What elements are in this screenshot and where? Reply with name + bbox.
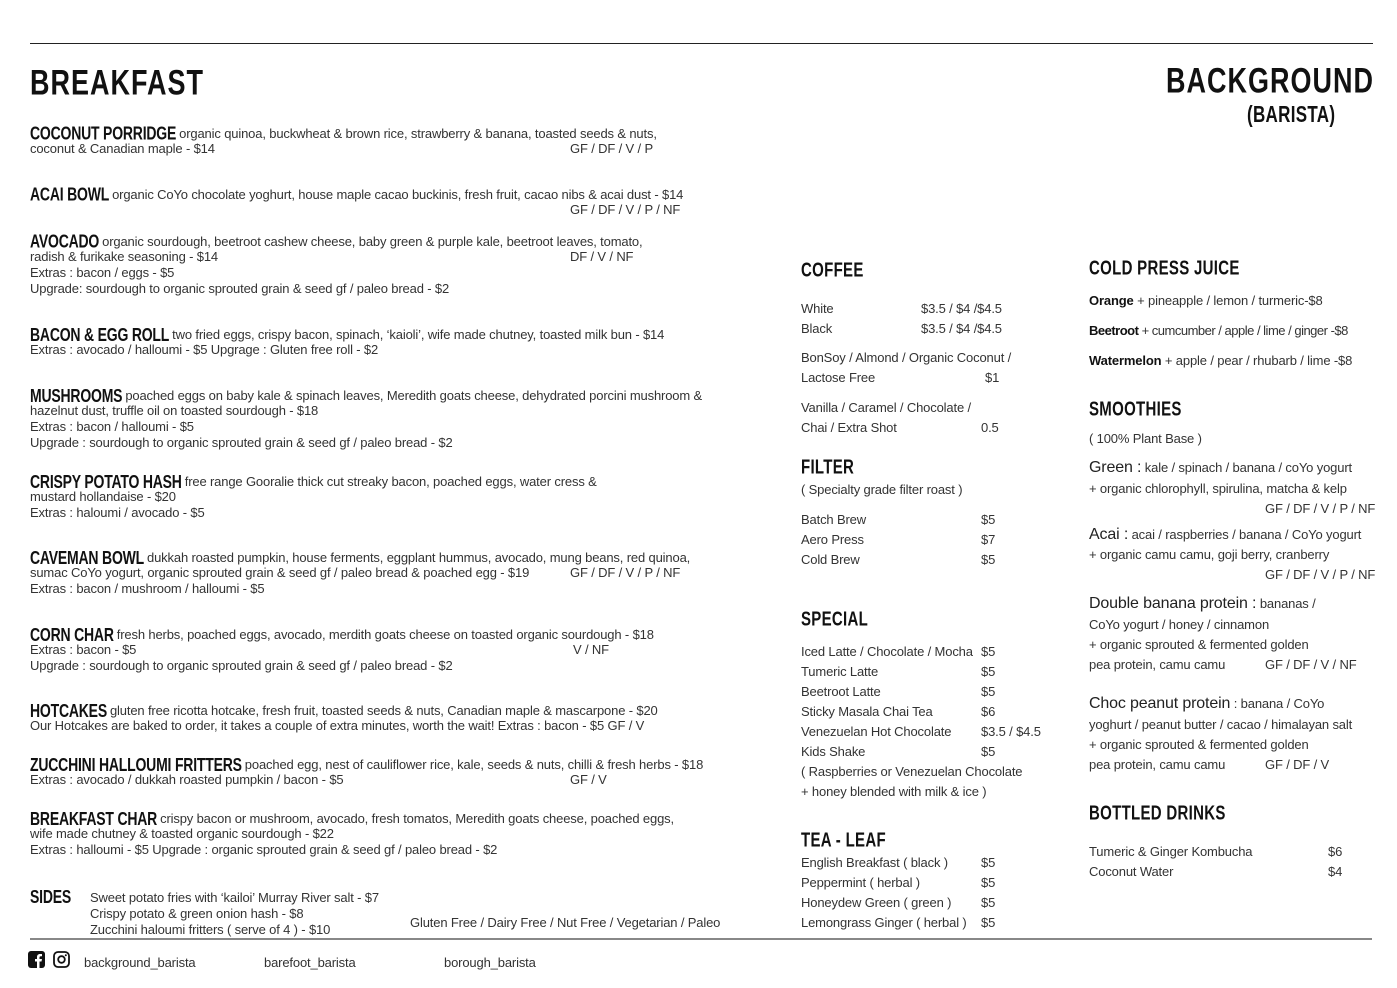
smoothie-tags: GF / DF / V / P / NF: [1265, 567, 1376, 582]
menu-item-line: Extras : haloumi / avocado - $5: [30, 505, 205, 520]
item-name: Honeydew Green ( green ): [801, 895, 952, 910]
menu-item-line: Our Hotcakes are baked to order, it takes a couple of extra minutes, worth the wait! Extras : bacon - $5 GF / V: [30, 718, 645, 733]
milk-option: BonSoy / Almond / Organic Coconut /: [801, 350, 1012, 365]
special-item: [801, 722, 1041, 742]
smoothies-sub: ( 100% Plant Base ): [1089, 431, 1202, 446]
item-price: $6: [981, 704, 996, 719]
side-item: Crispy potato & green onion hash - $8: [90, 906, 304, 921]
tea-item: [801, 913, 996, 933]
menu-item-desc: organic quinoa, buckwheat & brown rice, strawberry & banana, toasted seeds & nuts,: [179, 126, 657, 141]
menu-item-desc: poached egg, nest of cauliflower rice, kale, seeds & nuts, chilli & fresh herbs - $18: [244, 757, 704, 772]
menu-item: [30, 183, 684, 217]
syrup-option: Chai / Extra Shot 0.5: [801, 420, 999, 435]
smoothie-item: Choc peanut protein : banana / CoYo: [1089, 695, 1325, 712]
juice-heading: COLD PRESS JUICE: [1089, 257, 1240, 280]
smoothie-line: + organic chlorophyll, spirulina, matcha & kelp: [1089, 481, 1347, 496]
filter-item: [801, 550, 996, 570]
menu-item: [30, 323, 665, 358]
smoothie-item: Double banana protein : bananas /: [1089, 595, 1316, 612]
tea-item: [801, 873, 996, 893]
menu-item: [30, 807, 674, 858]
item-price: $5: [981, 644, 996, 659]
item-price: $3.5 / $4.5: [981, 724, 1041, 739]
brand-sub: (BARISTA): [1247, 101, 1336, 128]
milk-option: Lactose Free $1: [801, 370, 1000, 385]
smoothie-line: + organic sprouted & fermented golden: [1089, 737, 1309, 752]
smoothie-tags: GF / DF / V / P / NF: [1265, 501, 1376, 516]
smoothie-item: Acai : acai / raspberries / banana / CoYo yogurt: [1089, 526, 1362, 543]
sides-section: SIDES Sweet potato fries with ‘kailoi’ Murray River salt - $7 Crispy potato & green onion hash - $8 Zucchini haloumi fritters ( serve of 4 ) - $10: [30, 885, 379, 937]
item-price: $5: [981, 512, 996, 527]
menu-item-desc: poached eggs on baby kale & spinach leaves, Meredith goats cheese, dehydrated porcini mushroom &: [125, 388, 703, 403]
menu-item-name: MUSHROOMS: [30, 384, 123, 406]
menu-item-line: Extras : avocado / halloumi - $5 Upgrage : Gluten free roll - $2: [30, 342, 379, 357]
brand-name: BACKGROUND: [1166, 61, 1374, 101]
special-note: ( Raspberries or Venezuelan Chocolate: [801, 764, 1023, 779]
menu-item-line: Extras : bacon - $5: [30, 642, 137, 657]
smoothie-line: + organic sprouted & fermented golden: [1089, 637, 1309, 652]
item-price: $5: [981, 684, 996, 699]
special-item: [801, 642, 996, 662]
menu-item-line: mustard hollandaise - $20: [30, 489, 176, 504]
tea-item: [801, 853, 996, 873]
item-price: $7: [981, 532, 996, 547]
item-name: Kids Shake: [801, 744, 866, 759]
dietary-tags: GF / DF / V / P / NF: [570, 565, 681, 580]
menu-item: [30, 470, 597, 521]
item-name: Tumeric Latte: [801, 664, 879, 679]
dietary-legend: Gluten Free / Dairy Free / Nut Free / Vegetarian / Paleo: [410, 915, 721, 930]
smoothie-line: pea protein, camu camu GF / DF / V: [1089, 757, 1330, 772]
item-price: $5: [981, 552, 996, 567]
item-price: $5: [981, 915, 996, 930]
menu-item-name: CRISPY POTATO HASH: [30, 470, 182, 492]
menu-item-line: Extras : bacon / mushroom / halloumi - $5: [30, 581, 265, 596]
menu-item: [30, 546, 691, 597]
menu-item-line: Upgrade: sourdough to organic sprouted grain & seed gf / paleo bread - $2: [30, 281, 450, 296]
item-name: Beetroot Latte: [801, 684, 881, 699]
smoothie-line: yoghurt / peanut butter / cacao / himalayan salt: [1089, 717, 1353, 732]
page-title: BREAKFAST: [30, 63, 205, 103]
instagram-icon[interactable]: [53, 951, 70, 968]
smoothies-heading: SMOOTHIES: [1089, 398, 1182, 421]
juice-item: Orange + pineapple / lemon / turmeric-$8: [1089, 293, 1323, 308]
menu-item-line: Extras : avocado / dukkah roasted pumpkin / bacon - $5: [30, 772, 344, 787]
menu-item-line: Extras : bacon / eggs - $5: [30, 265, 175, 280]
menu-item: [30, 384, 703, 451]
smoothie-item: Green : kale / spinach / banana / coYo yogurt: [1089, 459, 1352, 476]
item-name: Sticky Masala Chai Tea: [801, 704, 933, 719]
item-name: Iced Latte / Chocolate / Mocha: [801, 644, 973, 659]
menu-item-name: CORN CHAR: [30, 623, 114, 645]
tea-item: [801, 893, 996, 913]
menu-item-name: AVOCADO: [30, 230, 100, 252]
menu-item-desc: gluten free ricotta hotcake, fresh fruit, toasted seeds & nuts, Canadian maple & mascarpone - $20: [109, 703, 658, 718]
smoothie-line: CoYo yogurt / honey / cinnamon: [1089, 617, 1270, 632]
bottom-rule: [30, 938, 1372, 940]
menu-item-desc: organic sourdough, beetroot cashew cheese, baby green & purple kale, beetroot leaves, tomato,: [102, 234, 643, 249]
menu-item-name: BREAKFAST CHAR: [30, 807, 158, 829]
side-item: Sweet potato fries with ‘kailoi’ Murray River salt - $7: [90, 890, 379, 905]
menu-item-name: HOTCAKES: [30, 699, 107, 721]
dietary-tags: DF / V / NF: [570, 249, 634, 264]
item-name: Venezuelan Hot Chocolate: [801, 724, 952, 739]
bottled-item: Coconut Water $4: [1089, 864, 1343, 879]
menu-item-line: Extras : halloumi - $5 Upgrade : organic sprouted grain & seed gf / paleo bread - $2: [30, 842, 498, 857]
item-name: Cold Brew: [801, 552, 860, 567]
tea-heading: TEA - LEAF: [801, 829, 886, 852]
dietary-tags: V / NF: [573, 642, 609, 657]
filter-heading: FILTER: [801, 456, 855, 479]
item-name: English Breakfast ( black ): [801, 855, 948, 870]
menu-item-line: sumac CoYo yogurt, organic sprouted grain & seed gf / paleo bread & poached egg - $19: [30, 565, 530, 580]
menu-item: [30, 230, 643, 297]
special-note: + honey blended with milk & ice ): [801, 784, 987, 799]
special-item: [801, 702, 996, 722]
smoothie-line: + organic camu camu, goji berry, cranberry: [1089, 547, 1330, 562]
social-handle[interactable]: background_barista: [84, 955, 196, 970]
coffee-item: Black $3.5 / $4 /$4.5: [801, 321, 1002, 336]
menu-item-name: CAVEMAN BOWL: [30, 546, 144, 568]
menu-item-line: coconut & Canadian maple - $14: [30, 141, 215, 156]
bottled-heading: BOTTLED DRINKS: [1089, 802, 1226, 825]
item-price: $5: [981, 744, 996, 759]
filter-item: [801, 510, 996, 530]
special-item: [801, 662, 996, 682]
menu-item-line: Extras : bacon / halloumi - $5: [30, 419, 194, 434]
filter-sub: ( Specialty grade filter roast ): [801, 482, 963, 497]
menu-item: [30, 699, 658, 734]
menu-item-name: ACAI BOWL: [30, 183, 110, 205]
item-name: Lemongrass Ginger ( herbal ): [801, 915, 967, 930]
menu-item: [30, 623, 654, 674]
item-name: Batch Brew: [801, 512, 866, 527]
menu-item-desc: crispy bacon or mushroom, avocado, fresh tomatos, Meredith goats cheese, poached eggs,: [160, 811, 674, 826]
social-handle[interactable]: barefoot_barista: [264, 955, 356, 970]
bottled-item: Tumeric & Ginger Kombucha $6: [1089, 844, 1343, 859]
filter-item: [801, 530, 996, 550]
menu-item-name: ZUCCHINI HALLOUMI FRITTERS: [30, 753, 242, 775]
menu-item-name: BACON & EGG ROLL: [30, 323, 170, 345]
dietary-tags: GF / DF / V / P / NF: [570, 202, 681, 217]
item-price: $5: [981, 875, 996, 890]
menu-item: [30, 753, 704, 788]
menu-item-name: COCONUT PORRIDGE: [30, 122, 177, 144]
social-handle[interactable]: borough_barista: [444, 955, 536, 970]
item-name: Aero Press: [801, 532, 864, 547]
syrup-option: Vanilla / Caramel / Chocolate /: [801, 400, 971, 415]
menu-item-line: Upgrade : sourdough to organic sprouted grain & seed gf / paleo bread - $2: [30, 435, 453, 450]
top-rule: [30, 43, 1373, 44]
menu-item-desc: dukkah roasted pumpkin, house ferments, eggplant hummus, avocado, mung beans, red quinoa,: [147, 550, 691, 565]
item-price: $5: [981, 664, 996, 679]
item-price: $5: [981, 855, 996, 870]
special-item: [801, 742, 996, 762]
menu-item-desc: organic CoYo chocolate yoghurt, house maple cacao buckinis, fresh fruit, cacao nibs & acai dust - $14: [112, 187, 684, 202]
menu-item-line: radish & furikake seasoning - $14: [30, 249, 218, 264]
item-price: $5: [981, 895, 996, 910]
menu-item: [30, 122, 657, 157]
coffee-item: White $3.5 / $4 /$4.5: [801, 301, 1002, 316]
juice-item: Beetroot + cumcumber / apple / lime / ginger -$8: [1089, 323, 1348, 338]
menu-item-desc: fresh herbs, poached eggs, avocado, merdith goats cheese on toasted organic sourdough - $18: [116, 627, 654, 642]
menu-item-line: hazelnut dust, truffle oil on toasted sourdough - $18: [30, 403, 319, 418]
dietary-tags: GF / V: [570, 772, 607, 787]
menu-item-desc: free range Gooralie thick cut streaky bacon, poached eggs, water cress &: [184, 474, 597, 489]
special-heading: SPECIAL: [801, 608, 869, 631]
menu-item-line: Upgrade : sourdough to organic sprouted grain & seed gf / paleo bread - $2: [30, 658, 453, 673]
coffee-heading: COFFEE: [801, 259, 864, 282]
item-name: Peppermint ( herbal ): [801, 875, 920, 890]
side-item: Zucchini haloumi fritters ( serve of 4 ) - $10: [90, 922, 331, 937]
menu-item-line: wife made chutney & toasted organic sourdough - $22: [30, 826, 334, 841]
special-item: [801, 682, 996, 702]
juice-item: Watermelon + apple / pear / rhubarb / lime -$8: [1089, 353, 1353, 368]
menu-item-desc: two fried eggs, crispy bacon, spinach, ‘kaioli’, wife made chutney, toasted milk bun - $14: [172, 327, 665, 342]
facebook-icon[interactable]: [28, 951, 45, 968]
dietary-tags: GF / DF / V / P: [570, 141, 653, 156]
smoothie-line: pea protein, camu camu GF / DF / V / NF: [1089, 657, 1357, 672]
